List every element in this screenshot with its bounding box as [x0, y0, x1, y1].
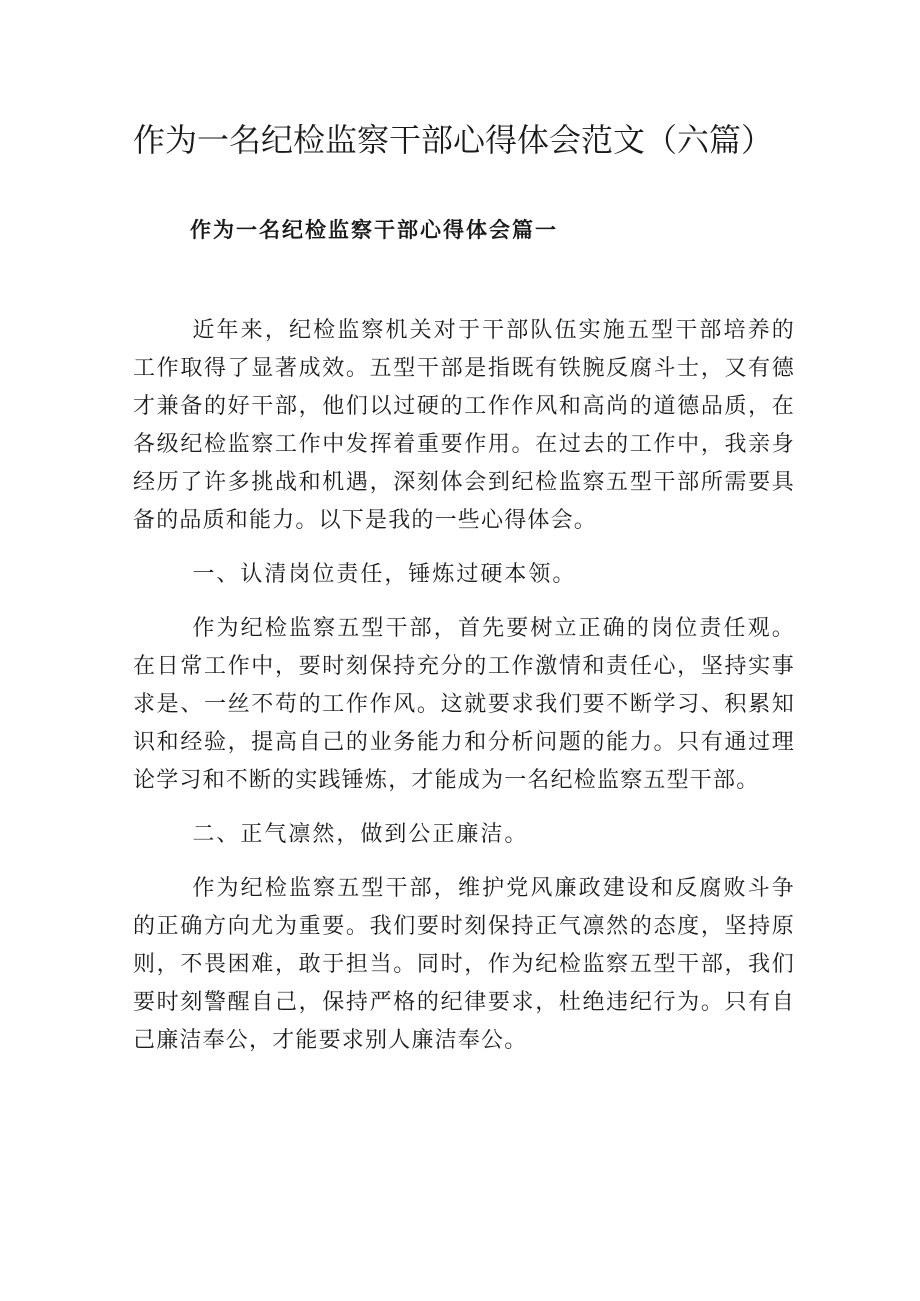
section-heading-1: 一、认清岗位责任，锤炼过硬本领。	[192, 562, 577, 587]
intro-paragraph: 近年来，纪检监察机关对于干部队伍实施五型干部培养的工作取得了显著成效。五型干部是指既有铁腕反腐斗士，又有德才兼备的好干部，他们以过硬的工作作风和高尚的道德品质，在各级纪检监察工作中发挥着重要作用。在过去的工作中，我亲身经历了许多挑战和机遇，深刻体会到纪检监察五型干部所需要具备的品质和能力。以下是我的一些心得体会。	[133, 318, 795, 533]
document-body	[133, 312, 795, 1076]
document-title: 作为一名纪检监察干部心得体会范文（六篇）	[133, 121, 774, 159]
section-paragraph-1: 作为纪检监察五型干部，首先要树立正确的岗位责任观。在日常工作中，要时刻保持充分的工作激情和责任心，坚持实事求是、一丝不苟的工作作风。这就要求我们要不断学习、积累知识和经验，提高自己的业务能力和分析问题的能力。只有通过理论学习和不断的实践锤炼，才能成为一名纪检监察五型干部。	[133, 616, 795, 793]
section-paragraph-2: 作为纪检监察五型干部，维护党风廉政建设和反腐败斗争的正确方向尤为重要。我们要时刻保持正气凛然的态度，坚持原则，不畏困难，敢于担当。同时，作为纪检监察五型干部，我们要时刻警醒自己，保持严格的纪律要求，杜绝违纪行为。只有自己廉洁奉公，才能要求别人廉洁奉公。	[133, 876, 795, 1053]
section-subtitle: 作为一名纪检监察干部心得体会篇一	[190, 217, 558, 242]
section-heading-2: 二、正气凛然，做到公正廉洁。	[192, 822, 529, 847]
